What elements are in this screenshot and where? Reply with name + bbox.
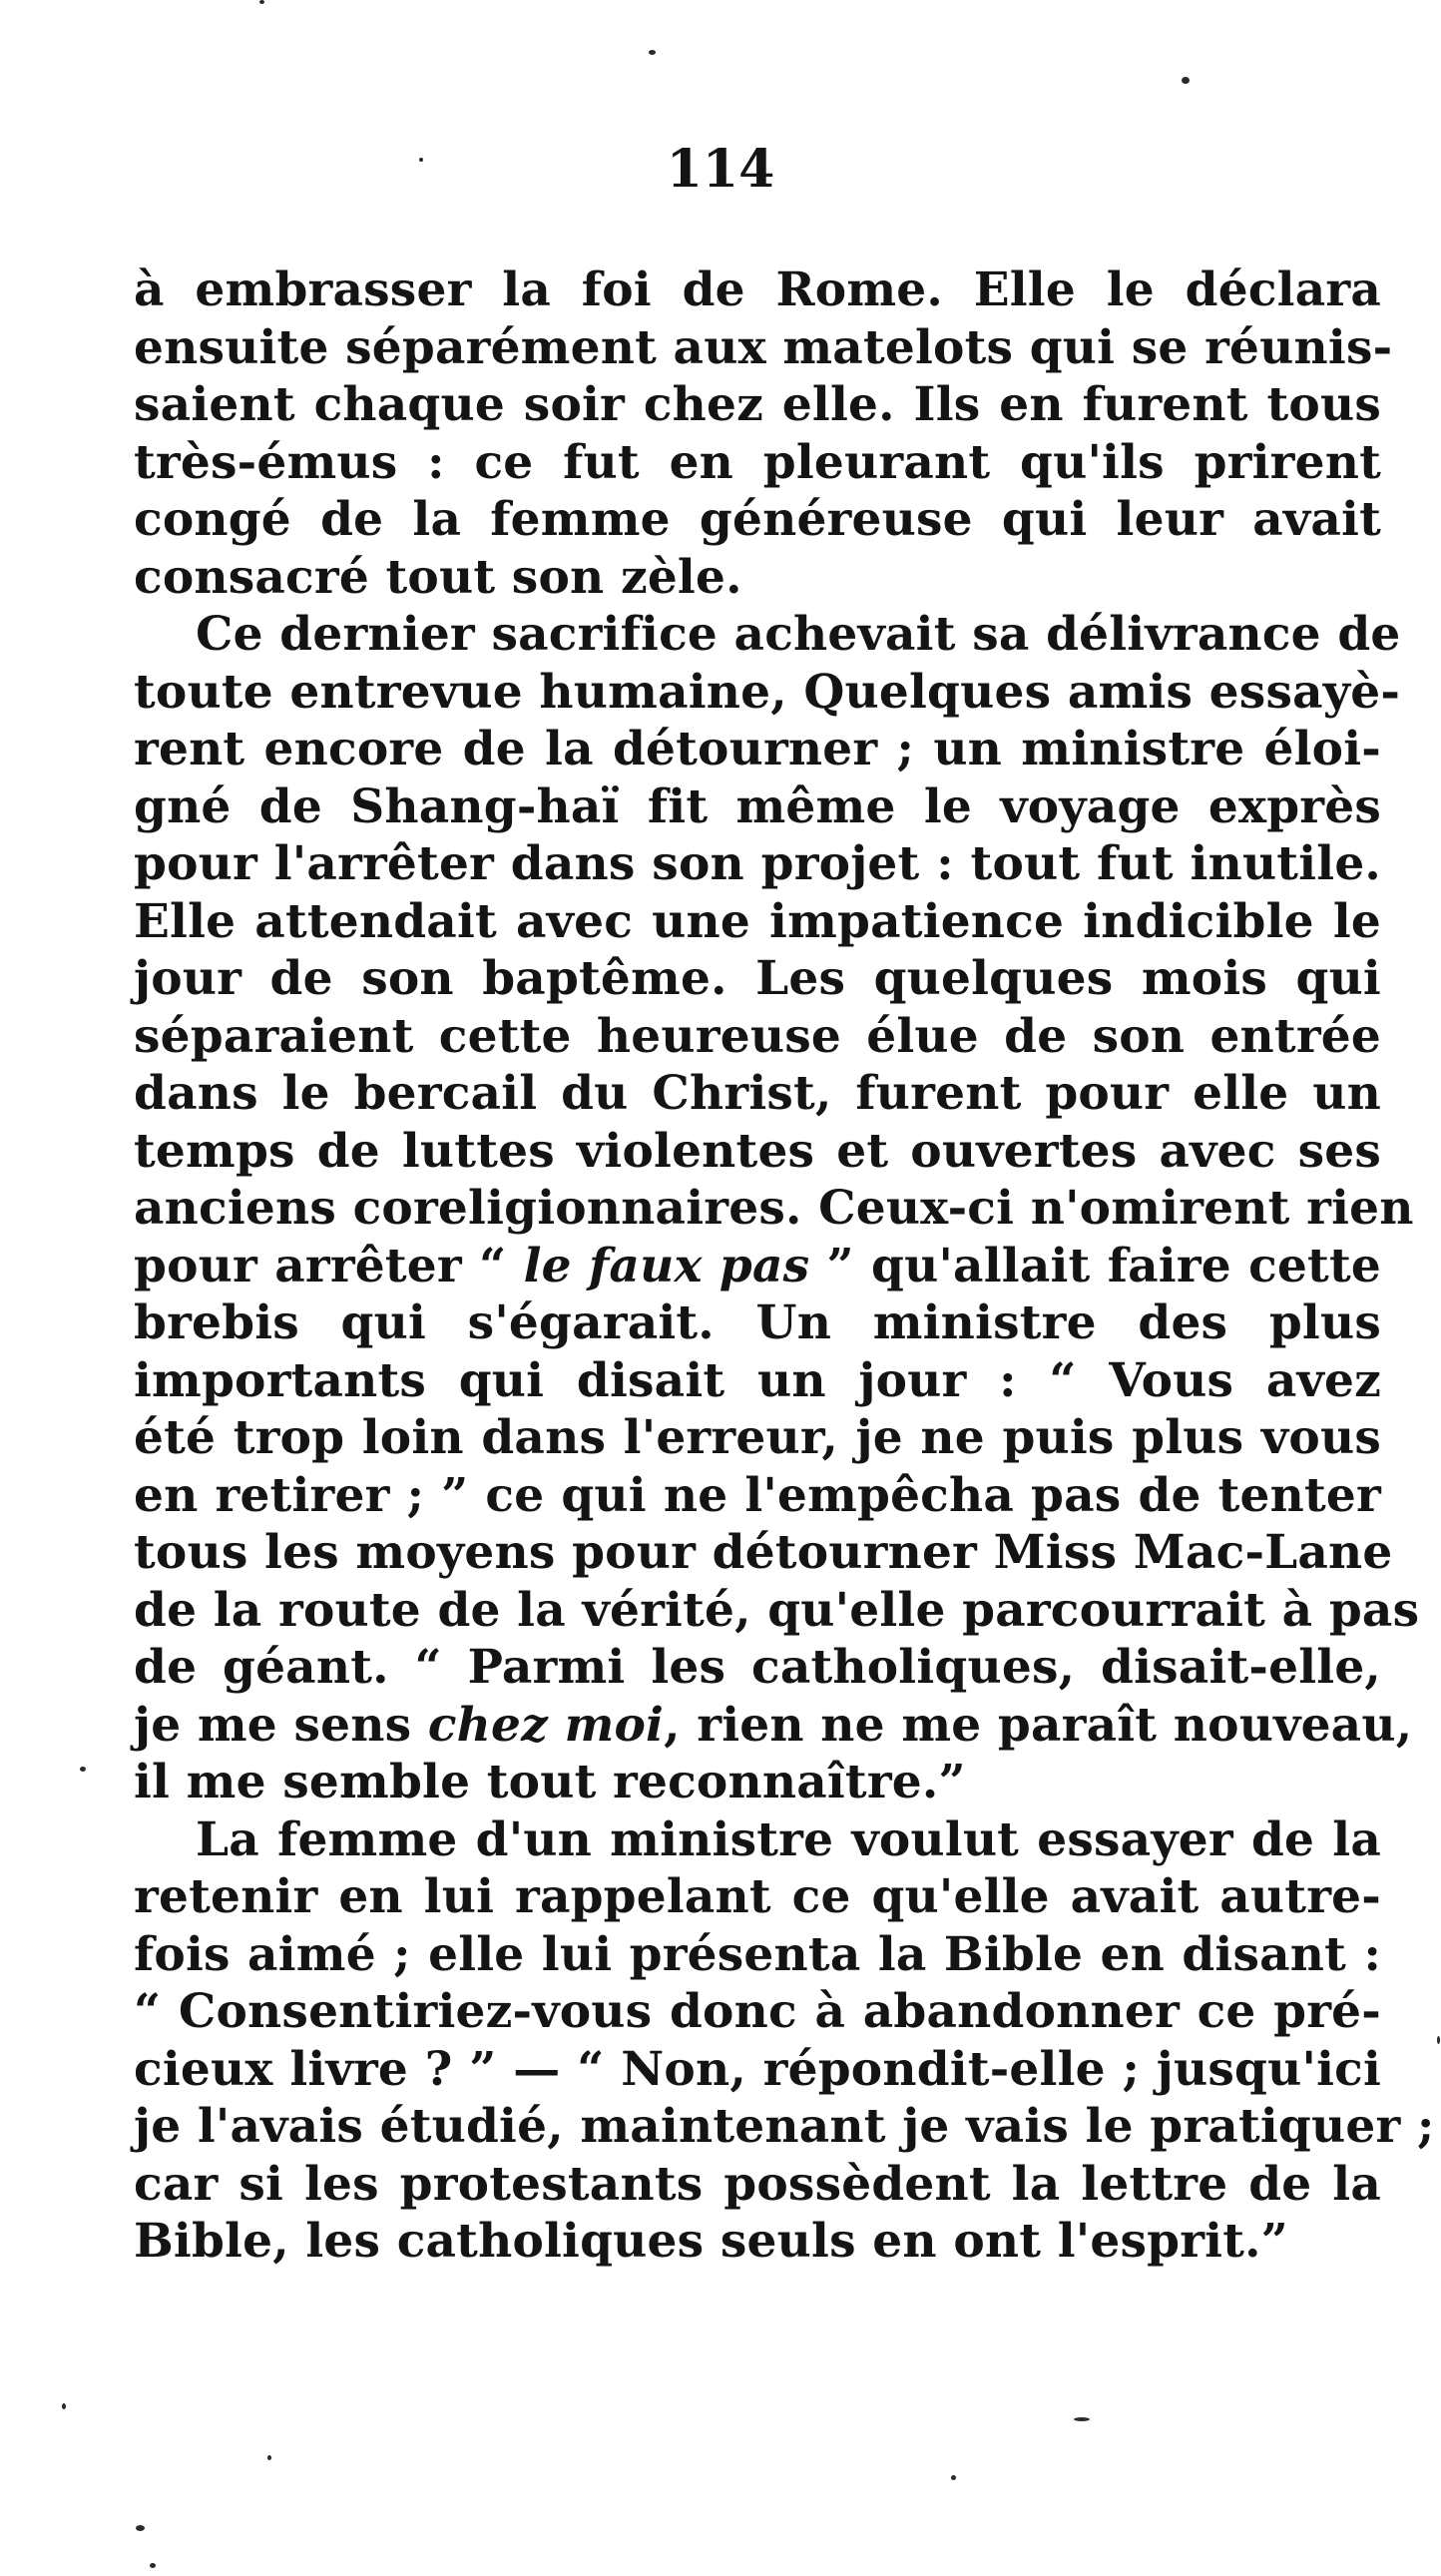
text-segment: Bible, les catholiques seuls en ont l'esprit.” — [134, 2214, 1288, 2269]
text-line — [134, 1123, 1381, 1181]
scan-speck — [150, 2563, 156, 2568]
text-segment: dans le bercail du Christ, furent pour elle un — [134, 1066, 1381, 1121]
body-text — [134, 261, 1435, 2271]
text-line — [134, 491, 1381, 549]
text-segment: tous les moyens pour détourner Miss Mac-Lane — [134, 1525, 1393, 1580]
text-segment: à embrasser la foi de Rome. Elle le déclara — [134, 262, 1381, 317]
text-line — [134, 1983, 1381, 2041]
scan-speck — [951, 2475, 956, 2480]
scan-speck — [62, 2403, 66, 2409]
text-segment: congé de la femme généreuse qui leur avait — [134, 492, 1381, 547]
text-segment: pour arrêter “ — [134, 1238, 524, 1293]
text-segment: La femme d'un ministre voulut essayer de la — [196, 1811, 1381, 1867]
text-line — [134, 1524, 1393, 1582]
text-segment: car si les protestants possèdent la lettre de la — [134, 2156, 1381, 2212]
text-segment: “ Consentiriez-vous donc à abandonner ce pré- — [134, 1984, 1381, 2039]
scan-speck — [419, 158, 423, 162]
text-line — [134, 1008, 1381, 1066]
scan-speck — [1074, 2417, 1090, 2421]
text-line — [134, 1467, 1381, 1525]
text-segment: ensuite séparément aux matelots qui se réunis- — [134, 319, 1393, 375]
text-line — [134, 2041, 1381, 2099]
text-segment: Ce dernier sacrifice achevait sa délivrance de — [196, 607, 1401, 662]
text-line — [134, 1697, 1413, 1755]
text-line — [134, 434, 1381, 492]
text-line — [134, 893, 1381, 951]
text-line — [134, 2213, 1381, 2271]
text-line — [134, 1868, 1381, 1926]
text-line — [134, 1352, 1381, 1410]
scan-speck — [267, 2455, 271, 2460]
text-line — [134, 1639, 1381, 1697]
text-segment: été trop loin dans l'erreur, je ne puis plus vous — [134, 1410, 1381, 1465]
text-segment: toute entrevue humaine, Quelques amis essayè- — [134, 664, 1401, 720]
text-line — [134, 1065, 1381, 1123]
text-line — [134, 1238, 1381, 1295]
text-line — [134, 1409, 1381, 1467]
text-line — [134, 1180, 1414, 1238]
italic-phrase: le faux pas — [523, 1238, 810, 1293]
scan-speck — [136, 2525, 145, 2531]
scan-speck — [1437, 2036, 1440, 2044]
text-line — [134, 950, 1381, 1008]
text-segment: de la route de la vérité, qu'elle parcourrait à pas — [134, 1582, 1420, 1638]
text-segment: anciens coreligionnaires. Ceux-ci n'omirent rien — [134, 1181, 1414, 1236]
text-segment: , rien ne me paraît nouveau, — [664, 1697, 1413, 1753]
text-line — [134, 1926, 1381, 1984]
text-segment: gné de Shang-haï fit même le voyage exprès — [134, 778, 1381, 834]
text-segment: pour l'arrêter dans son projet : tout fut inutile. — [134, 836, 1381, 891]
text-line — [134, 549, 1381, 607]
text-segment: brebis qui s'égarait. Un ministre des plus — [134, 1295, 1381, 1350]
text-segment: cieux livre ? ” — “ Non, répondit-elle ; jusqu'ici — [134, 2041, 1381, 2097]
text-line — [134, 1754, 1381, 1811]
text-segment: en retirer ; ” ce qui ne l'empêcha pas de tenter — [134, 1467, 1381, 1523]
text-segment: retenir en lui rappelant ce qu'elle avait autre- — [134, 1869, 1381, 1924]
text-segment: importants qui disait un jour : “ Vous avez — [134, 1352, 1381, 1408]
text-segment: il me semble tout reconnaître.” — [134, 1755, 966, 1809]
text-line — [134, 2156, 1381, 2214]
text-segment: ” qu'allait faire cette — [809, 1238, 1381, 1293]
text-segment: de géant. “ Parmi les catholiques, disait-elle, — [134, 1640, 1381, 1695]
scan-speck — [259, 0, 264, 4]
text-line — [134, 1582, 1420, 1640]
text-line — [134, 1811, 1381, 1869]
text-segment: séparaient cette heureuse élue de son entrée — [134, 1008, 1381, 1064]
text-line — [134, 1294, 1381, 1352]
text-segment: je me sens — [134, 1697, 428, 1753]
scan-speck — [649, 50, 656, 55]
text-line — [134, 2098, 1435, 2156]
text-line — [134, 664, 1401, 722]
text-line — [134, 319, 1393, 377]
text-segment: rent encore de la détourner ; un ministre éloi- — [134, 722, 1381, 776]
text-line — [134, 606, 1401, 664]
page-number: 114 — [666, 139, 775, 200]
text-segment: jour de son baptême. Les quelques mois qui — [134, 951, 1381, 1006]
text-line — [134, 721, 1381, 778]
text-segment: saient chaque soir chez elle. Ils en furent tous — [134, 377, 1381, 432]
text-line — [134, 778, 1381, 836]
text-segment: Elle attendait avec une impatience indicible le — [134, 893, 1381, 949]
scan-speck — [80, 1767, 86, 1772]
text-segment: fois aimé ; elle lui présenta la Bible en disant : — [134, 1926, 1381, 1982]
text-segment: très-émus : ce fut en pleurant qu'ils prirent — [134, 434, 1381, 490]
text-segment: temps de luttes violentes et ouvertes avec ses — [134, 1123, 1381, 1179]
text-segment: je l'avais étudié, maintenant je vais le pratiquer ; — [134, 2099, 1435, 2154]
scan-speck — [1182, 77, 1190, 84]
text-segment: consacré tout son zèle. — [134, 549, 742, 605]
text-line — [134, 835, 1381, 893]
italic-phrase: chez moi — [427, 1697, 665, 1753]
text-line — [134, 261, 1381, 319]
text-line — [134, 376, 1381, 434]
